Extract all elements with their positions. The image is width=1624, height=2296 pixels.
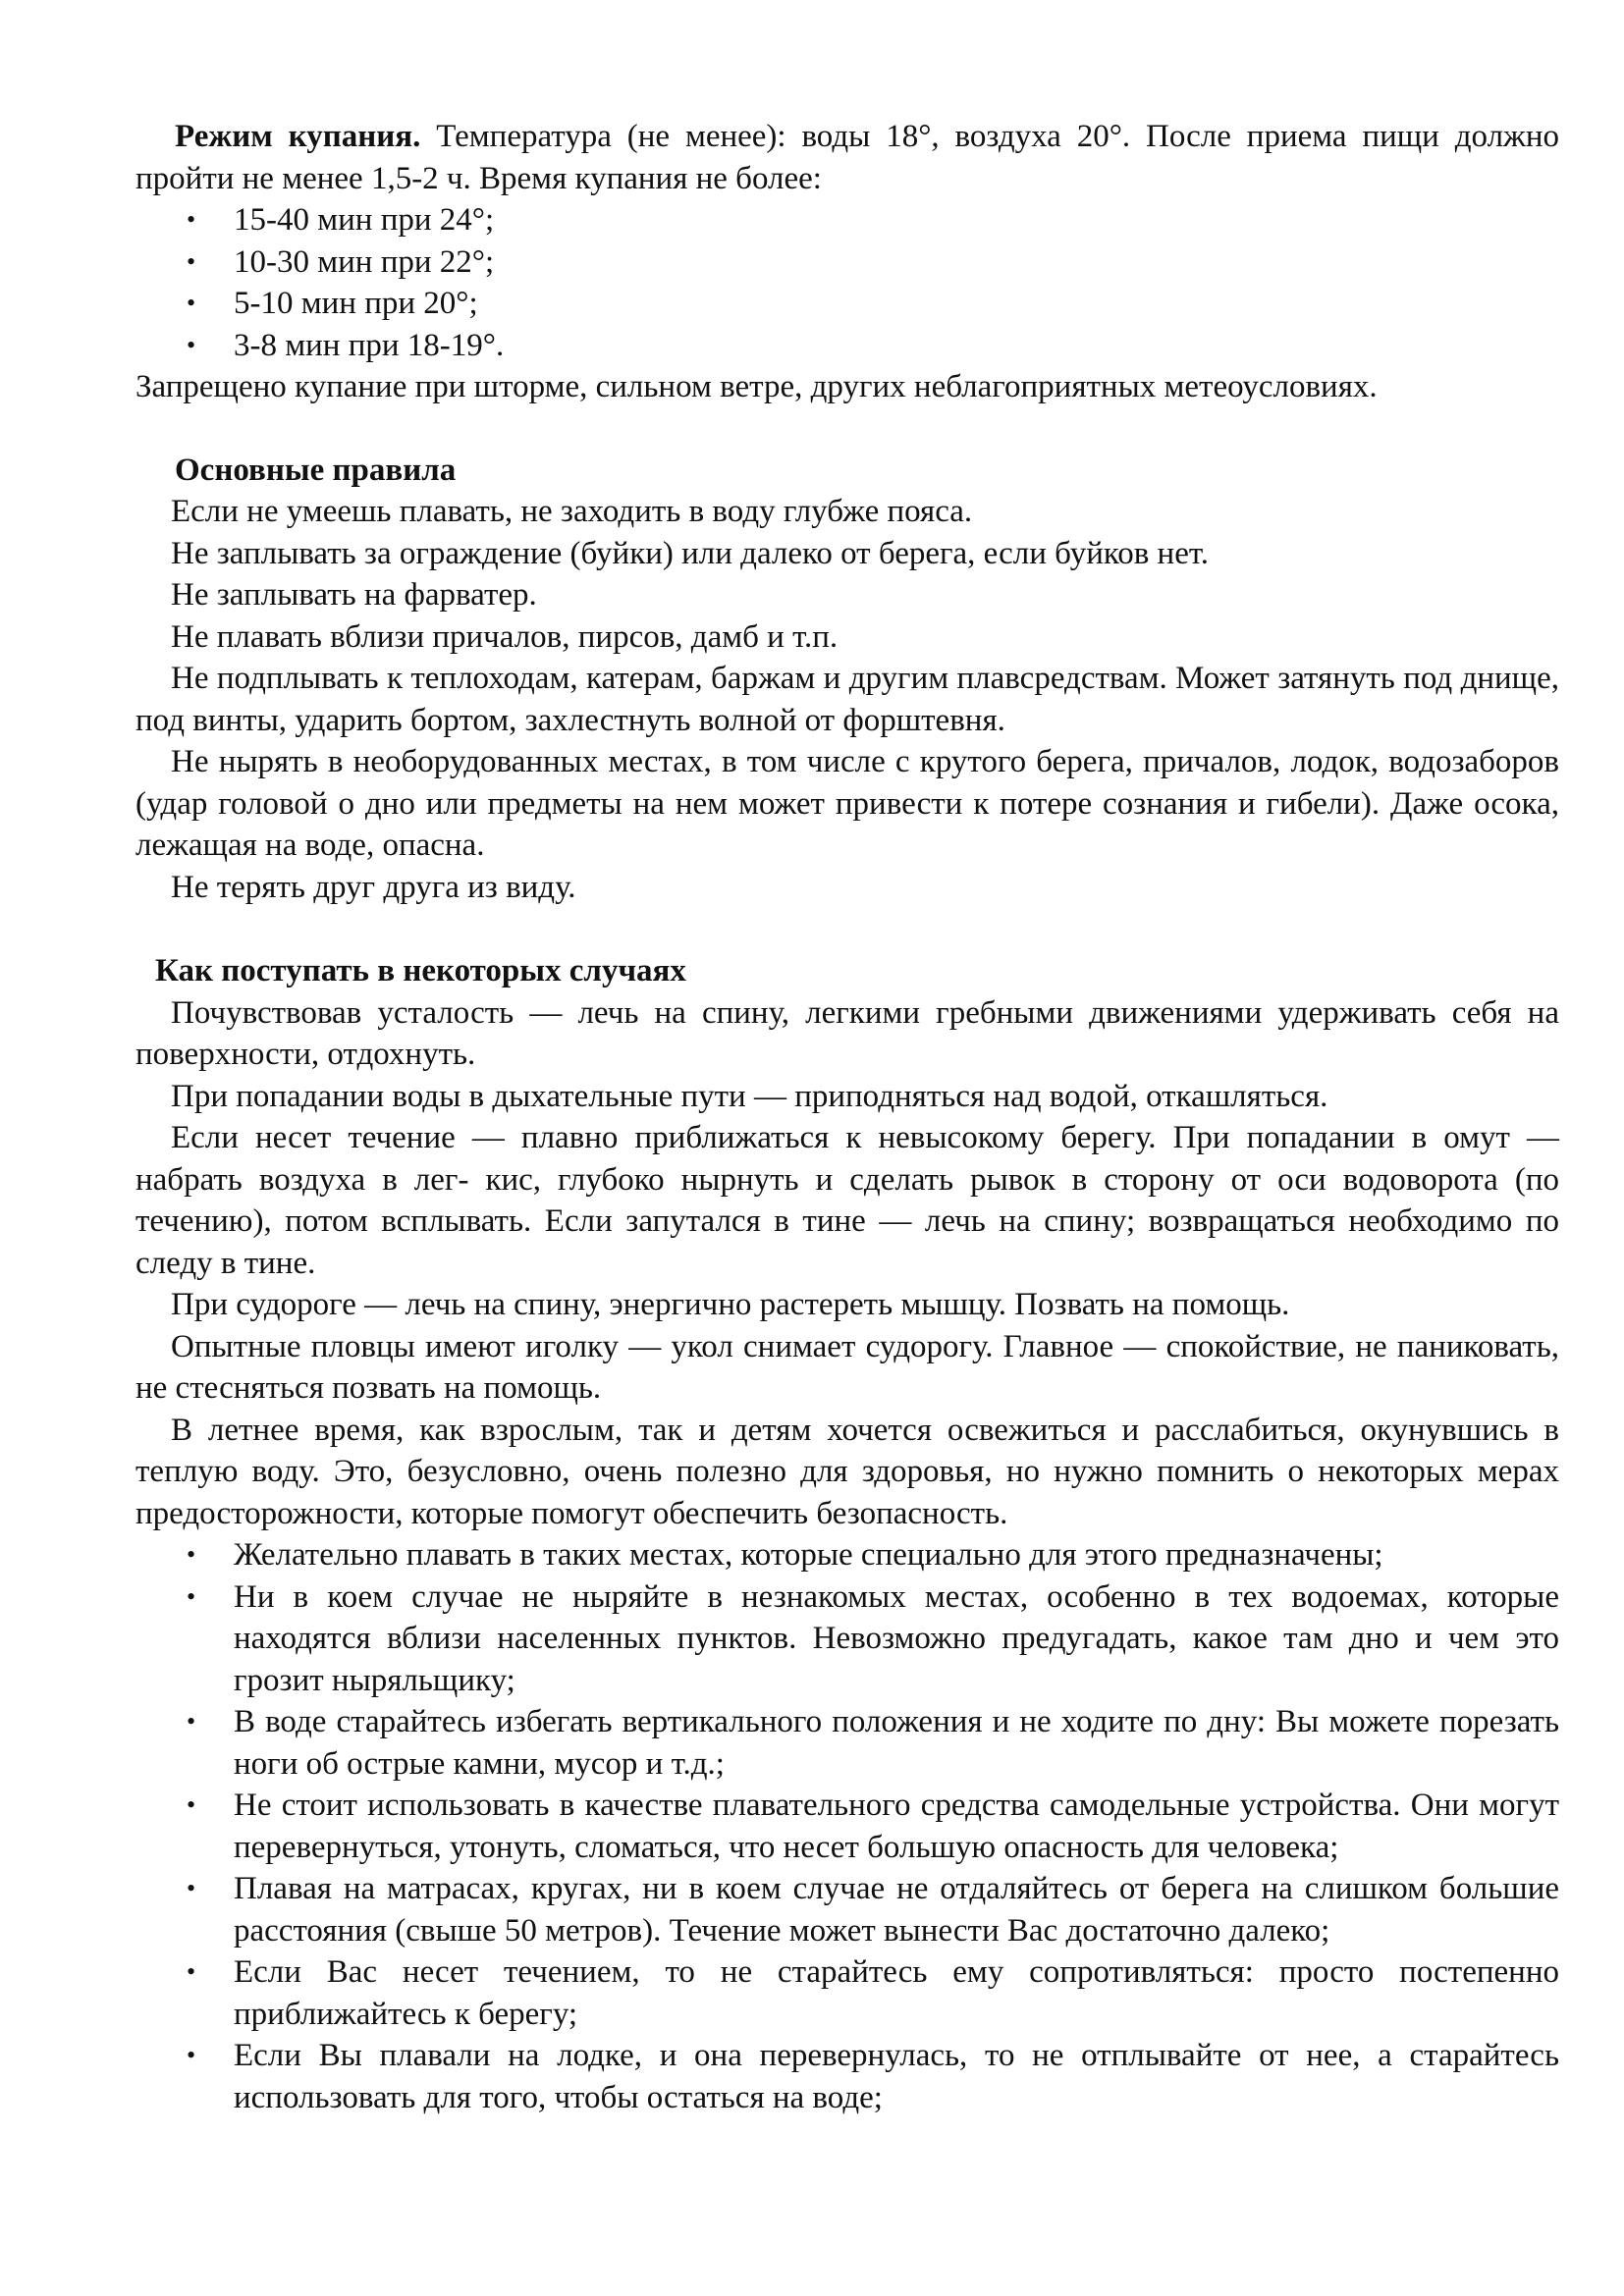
rule-paragraph: Не подплывать к теплоходам, катерам, баржам и другим плавсредствам. Может затянуть под днище, под винты, ударить бортом, захлестнуть волной от форштевня. — [135, 661, 1559, 738]
bathing-prohibition: Запрещено купание при шторме, сильном ветре, других неблагоприятных метеоусловиях. — [135, 369, 1378, 404]
rules-heading: Основные правила — [175, 452, 457, 488]
safety-tips-list — [135, 1534, 1559, 2118]
bullet-icon: • — [187, 289, 196, 317]
bathing-times-list — [135, 199, 1559, 366]
list-item — [135, 325, 1559, 367]
bullet-icon: • — [187, 205, 196, 234]
bullet-icon: • — [187, 1707, 196, 1735]
list-item — [135, 2035, 1559, 2118]
list-item — [135, 1785, 1559, 1868]
bullet-icon: • — [187, 246, 196, 276]
section-spacer — [135, 408, 1559, 450]
list-item — [135, 1701, 1559, 1785]
bathing-intro-text: Температура (не менее): воды 18°, воздуха 20°. После приема пищи должно пройти не менее 1,5-2 ч. Время купания не более: — [135, 119, 1559, 196]
case-paragraph: Почувствовав усталость — лечь на спину, легкими гребными движениями удерживать себя на поверхности, отдохнуть. — [135, 994, 1559, 1072]
bullet-icon: • — [187, 1957, 196, 1986]
list-item-text: 5-10 мин при 20°; — [234, 286, 478, 321]
list-item-text: 3-8 мин при 18-19°. — [234, 327, 505, 363]
list-item-text: 10-30 мин при 22°; — [234, 243, 495, 280]
list-item-text: Если Вас несет течением, то не старайтесь ему сопротивляться: просто постепенно приближайтесь к берегу; — [234, 1954, 1559, 2032]
document-page — [135, 116, 1559, 2118]
bathing-intro-paragraph — [135, 116, 1559, 199]
cases-heading: Как поступать в некоторых случаях — [155, 953, 686, 988]
list-item — [135, 283, 1559, 325]
case-paragraph: Если несет течение — плавно приближаться к невысокому берегу. При попадании в омут — набрать воздуха в лег- кис, глубоко нырнуть и сделать рывок в сторону от оси водоворота (по течению), потом всплывать. Если запутался в тине — лечь на спину; возвращаться необходимо по следу в тине. — [135, 1120, 1559, 1281]
list-item-text: Если Вы плавали на лодке, и она перевернулась, то не отплывайте от нее, а старайтесь использовать для того, чтобы остаться на воде; — [234, 2038, 1559, 2115]
list-item — [135, 199, 1559, 241]
bullet-icon: • — [187, 1790, 196, 1819]
rule-paragraph: Не терять друг друга из виду. — [171, 869, 576, 905]
case-paragraph: При попадании воды в дыхательные пути — приподняться над водой, откашляться. — [171, 1078, 1328, 1114]
bullet-icon: • — [187, 1874, 196, 1902]
list-item-text: 15-40 мин при 24°; — [234, 202, 495, 238]
rule-paragraph: Если не умеешь плавать, не заходить в воду глубже пояса. — [171, 494, 973, 529]
rule-paragraph: Не плавать вблизи причалов, пирсов, дамб и т.п. — [171, 618, 839, 655]
rule-paragraph: Не заплывать на фарватер. — [171, 577, 537, 613]
bullet-icon: • — [187, 1581, 196, 1611]
list-item — [135, 241, 1559, 284]
list-item — [135, 1576, 1559, 1702]
case-paragraph: Опытные пловцы имеют иголку — укол снимает судорогу. Главное — спокойствие, не паниковать, не стесняться позвать на помощь. — [135, 1328, 1559, 1406]
list-item-text: Ни в коем случае не ныряйте в незнакомых местах, особенно в тех водоемах, которые находятся вблизи населенных пунктов. Невозможно предугадать, какое там дно и чем это грозит ныряльщику; — [234, 1578, 1559, 1698]
rule-paragraph: Не заплывать за ограждение (буйки) или далеко от берега, если буйков нет. — [171, 535, 1210, 571]
case-paragraph: В летнее время, как взрослым, так и детям хочется освежиться и расслабиться, окунувшись в теплую воду. Это, безусловно, очень полезно для здоровья, но нужно помнить о некоторых мерах предосторожности, которые помогут обеспечить безопасность. — [135, 1412, 1559, 1531]
list-item — [135, 1534, 1559, 1576]
list-item — [135, 1868, 1559, 1951]
bullet-icon: • — [187, 330, 196, 359]
case-paragraph: При судороге — лечь на спину, энергично растереть мышцу. Позвать на помощь. — [171, 1287, 1290, 1322]
bullet-icon: • — [187, 1540, 196, 1569]
bullet-icon: • — [187, 2041, 196, 2069]
bathing-title: Режим купания. — [175, 119, 421, 154]
list-item-text: Плавая на матрасах, кругах, ни в коем случае не отдаляйтесь от берега на слишком большие расстояния (свыше 50 метров). Течение может вынести Вас достаточно далеко; — [234, 1871, 1559, 1949]
list-item-text: В воде старайтесь избегать вертикального положения и не ходите по дну: Вы можете порезать ноги об острые камни, мусор и т.д.; — [234, 1704, 1559, 1782]
list-item-text: Желательно плавать в таких местах, которые специально для этого предназначены; — [234, 1537, 1383, 1573]
list-item-text: Не стоит использовать в качестве плавательного средства самодельные устройства. Они могут перевернуться, утонуть, сломаться, что несет большую опасность для человека; — [234, 1788, 1559, 1865]
rule-paragraph: Не нырять в необорудованных местах, в том числе с крутого берега, причалов, лодок, водозаборов (удар головой о дно или предметы на нем может привести к потере сознания и гибели). Даже осока, лежащая на воде, опасна. — [135, 744, 1559, 863]
list-item — [135, 1951, 1559, 2035]
section-spacer — [135, 908, 1559, 950]
